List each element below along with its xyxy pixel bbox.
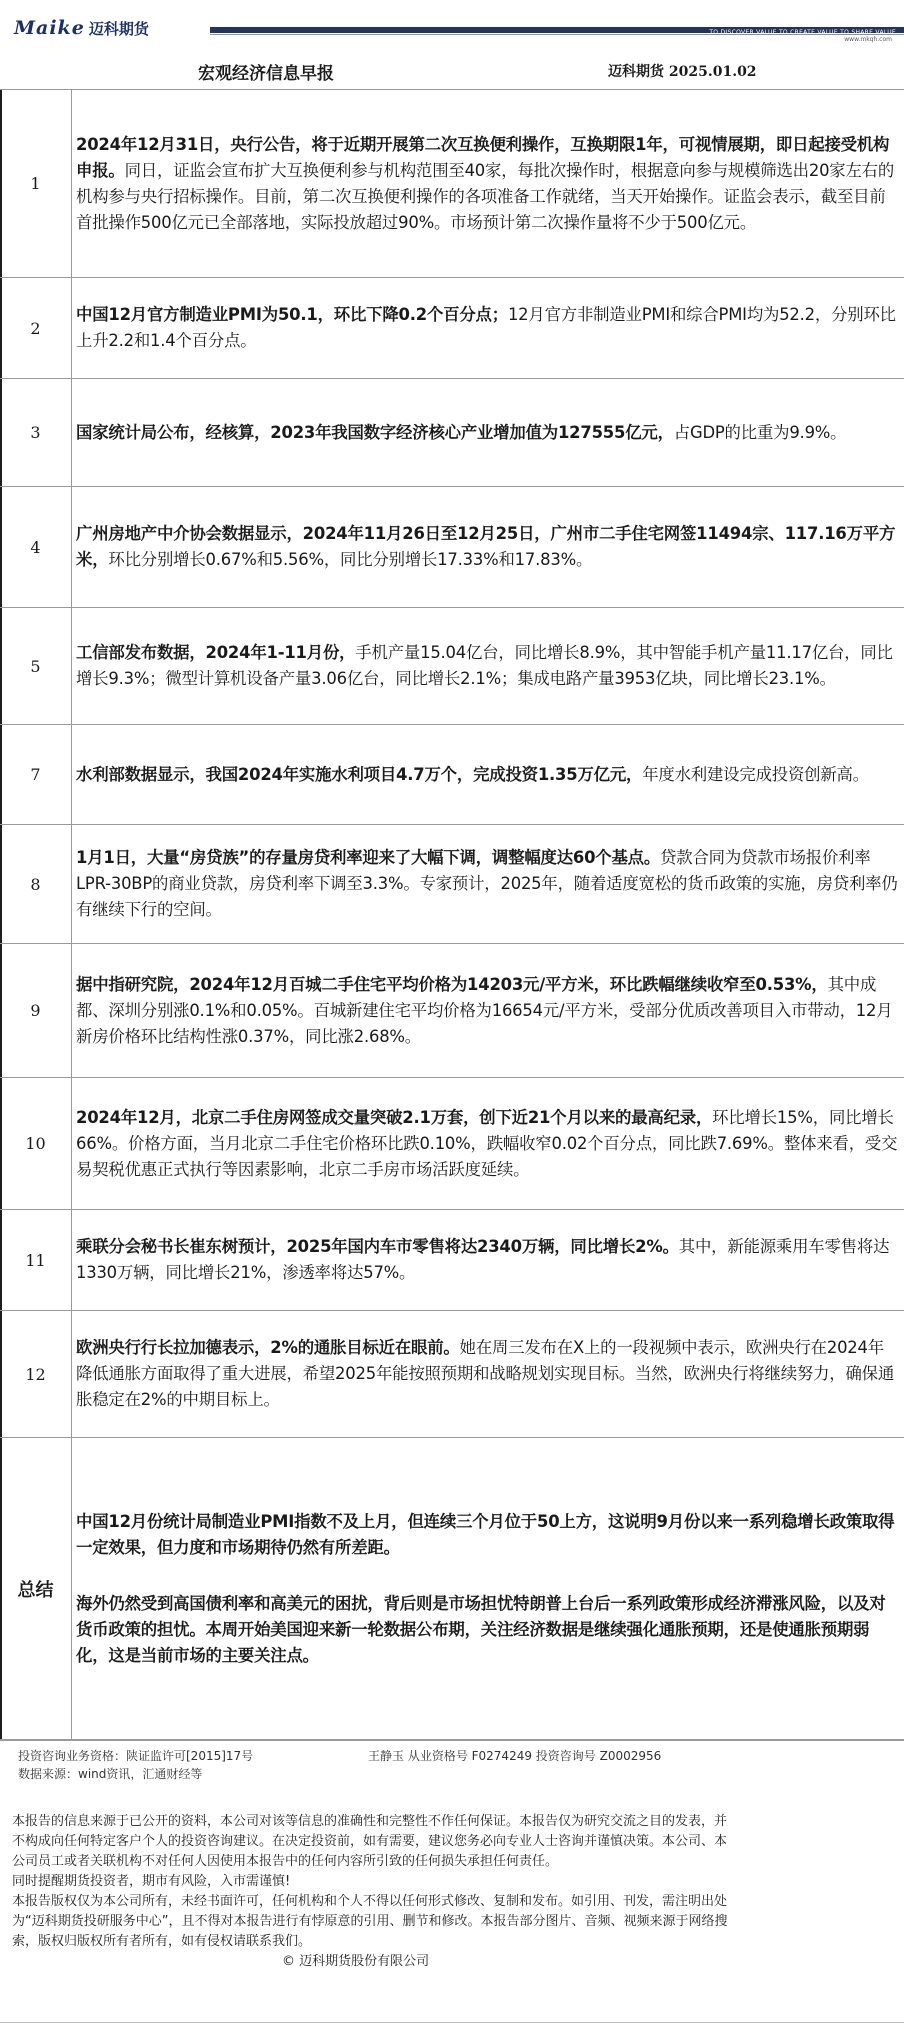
disclaimer [12, 1812, 732, 1972]
title-row [0, 50, 904, 90]
row-content [76, 379, 900, 486]
row-number: 10 [0, 1078, 72, 1209]
detail: 年度水利建设完成投资创新高。 [642, 764, 869, 784]
news-row [0, 277, 904, 378]
row-number: 4 [0, 487, 72, 607]
row-content [76, 90, 900, 277]
detail: 12月官方非制造业PMI和综合PMI均为52.2，分别环比上升2.2和1.4个百分点。 [76, 305, 896, 350]
row-content [76, 1210, 900, 1310]
detail: 贷款合同为贷款市场报价利率LPR-30BP的商业贷款，房贷利率下调至3.3%。专家预计，2025年，随着适度宽松的货币政策的实施，房贷利率仍有继续下行的空间。 [76, 848, 898, 919]
detail: 其中，新能源乘用车零售将达1330万辆，同比增长21%，渗透率将达57%。 [76, 1237, 890, 1282]
bottom-rule [0, 2022, 904, 2023]
copyright: © 迈科期货股份有限公司 [282, 1954, 430, 1969]
row-content [76, 278, 900, 378]
headline: 欧洲央行行长拉加德表示，2%的通胀目标近在眼前。 [76, 1338, 460, 1357]
row-number: 11 [0, 1210, 72, 1310]
news-row [0, 1209, 904, 1310]
summary-content [76, 1438, 900, 1739]
row-content [76, 608, 900, 724]
slogan: TO DISCOVER VALUE TO CREATE VALUE TO SHARE VALUE [709, 29, 896, 36]
news-row [0, 724, 904, 824]
row-number: 12 [0, 1311, 72, 1437]
row-content [76, 1078, 900, 1209]
summary-row [0, 1437, 904, 1740]
headline: 2024年12月，北京二手住房网签成交量突破2.1万套，创下近21个月以来的最高纪录， [76, 1107, 713, 1127]
news-row [0, 378, 904, 486]
row-content [76, 1311, 900, 1437]
row-number: 5 [0, 608, 72, 724]
row-number: 2 [0, 278, 72, 378]
row-content [76, 487, 900, 607]
data-source: 数据来源：wind资讯，汇通财经等 [18, 1767, 203, 1781]
headline: 广州房地产中介协会数据显示，2024年11月26日至12月25日，广州市二手住宅网签11494宗、117.16万平方米， [76, 524, 896, 569]
row-content [76, 725, 900, 824]
detail: 占GDP的比重为9.9%。 [673, 422, 847, 442]
news-row [0, 1310, 904, 1437]
summary-paragraph: 中国12月份统计局制造业PMI指数不及上月，但连续三个月位于50上方，这说明9月份以来一系列稳增长政策取得一定效果，但力度和市场期待仍然有所差距。 [76, 1511, 895, 1557]
footer-credentials [0, 1740, 904, 1781]
news-row [0, 89, 904, 277]
row-number: 7 [0, 725, 72, 824]
headline: 国家统计局公布，经核算，2023年我国数字经济核心产业增加值为127555亿元， [76, 422, 674, 442]
row-number: 3 [0, 379, 72, 486]
news-row [0, 486, 904, 607]
news-row [0, 943, 904, 1077]
detail: 她在周三发布在X上的一段视频中表示，欧洲央行在2024年降低通胀方面取得了重大进展，希望2025年能按照预期和战略规划实现目标。当然，欧洲央行将继续努力，确保通胀稳定在2%的中期目标上。 [76, 1338, 895, 1409]
row-content [76, 944, 900, 1077]
headline: 中国12月官方制造业PMI为50.1，环比下降0.2个百分点； [76, 305, 508, 324]
detail: 手机产量15.04亿台，同比增长8.9%，其中智能手机产量11.17亿台，同比增长9.3%；微型计算机设备产量3.06亿台，同比增长2.1%；集成电路产量3953亿块，同比增长23.1%。 [76, 643, 893, 688]
headline: 乘联分会秘书长崔东树预计，2025年国内车市零售将达2340万辆，同比增长2%。 [76, 1237, 679, 1256]
company-logo [14, 17, 149, 39]
news-row [0, 607, 904, 724]
disclaimer-paragraph: 本报告的信息来源于已公开的资料，本公司对该等信息的准确性和完整性不作任何保证。本报告仅为研究交流之目的发表，并不构成向任何特定客户个人的投资咨询建议。在决定投资前，如有需要，建议您务必向专业人士咨询并谨慎决策。本公司、本公司员工或者关联机构不对任何人因使用本报告中的任何内容所引致的任何损失承担任何责任。 [12, 1814, 728, 1869]
qualification: 投资咨询业务资格：陕证监许可[2015]17号 [18, 1749, 254, 1763]
news-row [0, 1077, 904, 1209]
detail: 其中成都、深圳分别涨0.1%和0.05%。百城新建住宅平均价格为16654元/平方米，受部分优质改善项目入市带动，12月新房价格环比结构性涨0.37%，同比涨2.68%。 [76, 974, 893, 1046]
summary-paragraph: 海外仍然受到高国债利率和高美元的困扰，背后则是市场担忧特朗普上台后一系列政策形成经济滞涨风险，以及对货币政策的担忧。本周开始美国迎来新一轮数据公布期，关注经济数据是继续强化通胀预期，还是使通胀预期弱化，这是当前市场的主要关注点。 [76, 1593, 886, 1665]
headline: 工信部发布数据，2024年1-11月份， [76, 643, 356, 662]
row-number: 9 [0, 944, 72, 1077]
disclaimer-paragraph: 本报告版权仅为本公司所有，未经书面许可，任何机构和个人不得以任何形式修改、复制和发布。如引用、刊发，需注明出处为“迈科期货投研服务中心”，且不得对本报告进行有悖原意的引用、删节和修改。本报告部分图片、音频、视频来源于网络搜索，版权归版权所有者所有，如有侵权请联系我们。 [12, 1894, 728, 1949]
summary-label: 总结 [0, 1438, 72, 1739]
headline: 2024年12月31日，央行公告，将于近期开展第二次互换便利操作，互换期限1年，可视情展期，即日起接受机构申报。 [76, 134, 890, 180]
header-band [0, 0, 904, 50]
report-title: 宏观经济信息早报 [198, 64, 334, 84]
logo-cn: 迈科期货 [88, 19, 149, 38]
company-date: 迈科期货 2025.01.02 [608, 64, 757, 80]
detail: 环比分别增长0.67%和5.56%，同比分别增长17.33%和17.83%。 [108, 550, 593, 569]
detail: 环比增长15%，同比增长66%。价格方面，当月北京二手住宅价格环比跌0.10%，跌幅收窄0.02个百分点，同比跌7.69%。整体来看，受交易契税优惠正式执行等因素影响，北京二手房市场活跃度延续。 [76, 1107, 898, 1179]
detail: 同日，证监会宣布扩大互换便利参与机构范围至40家，每批次操作时，根据意向参与规模筛选出20家左右的机构参与央行招标操作。目前，第二次互换便利操作的各项准备工作就绪，当天开始操作。证监会表示，截至目前首批操作500亿元已全部落地，实际投放超过90%。市场预计第二次操作量将不少于500亿元。 [76, 160, 895, 232]
headline: 水利部数据显示，我国2024年实施水利项目4.7万个，完成投资1.35万亿元， [76, 764, 643, 784]
news-row [0, 824, 904, 943]
headline: 据中指研究院，2024年12月百城二手住宅平均价格为14203元/平方米，环比跌幅继续收窄至0.53%， [76, 974, 828, 994]
website: www.mkqh.com [844, 36, 892, 43]
row-number: 1 [0, 90, 72, 277]
logo-en: Maike [14, 17, 85, 39]
disclaimer-paragraph: 同时提醒期货投资者，期市有风险，入市需谨慎! [12, 1874, 291, 1889]
analyst-info: 王静玉 从业资格号 F0274249 投资咨询号 Z0002956 [368, 1749, 662, 1763]
headline: 1月1日，大量“房贷族”的存量房贷利率迎来了大幅下调，调整幅度达60个基点。 [76, 848, 661, 867]
row-content [76, 825, 900, 943]
row-number: 8 [0, 825, 72, 943]
